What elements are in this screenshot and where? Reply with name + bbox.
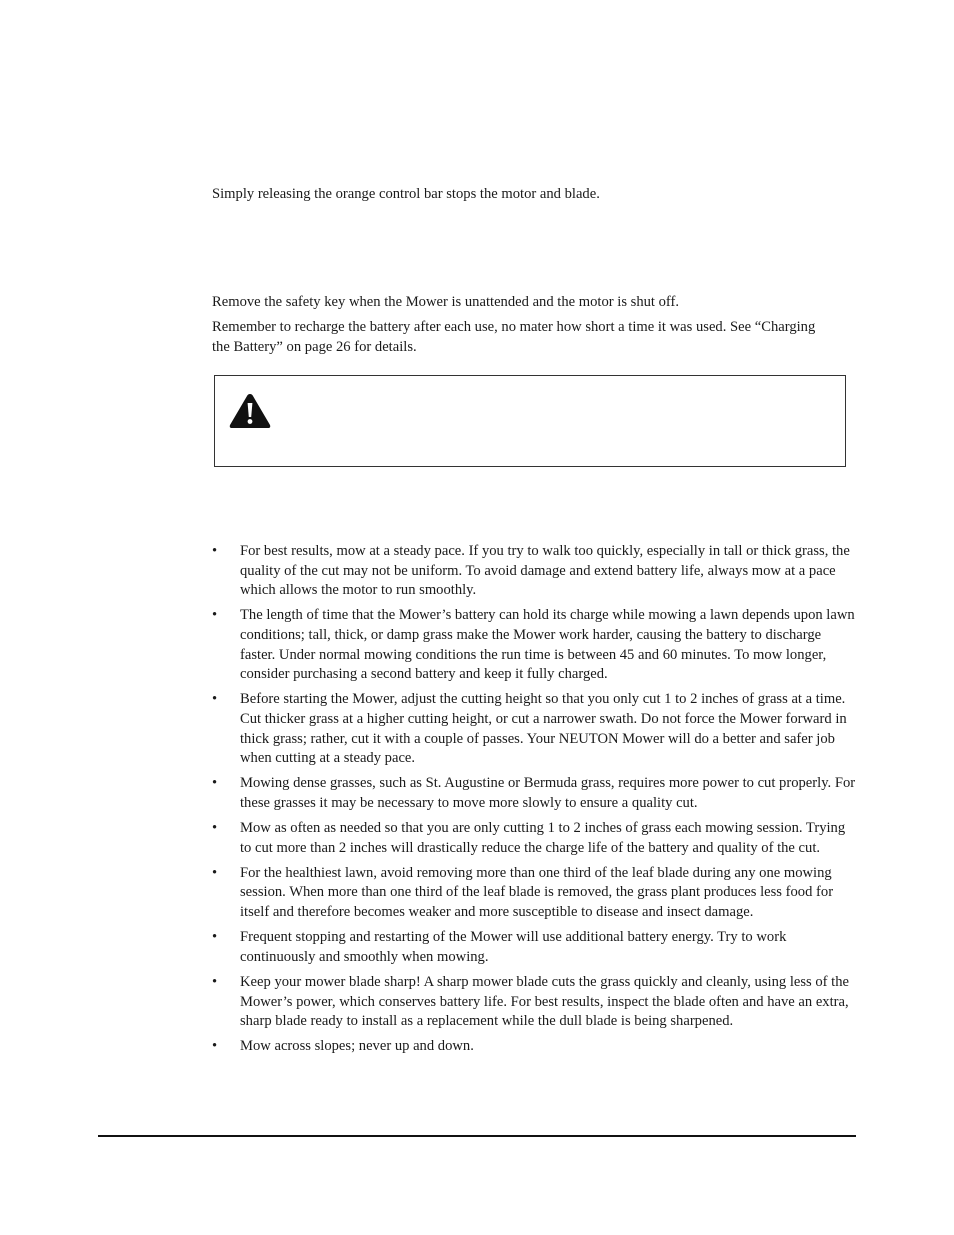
list-item xyxy=(212,864,856,923)
paragraph-stop-motor: Simply releasing the orange control bar stops the motor and blade. xyxy=(212,186,600,202)
tip-text: Mowing dense grasses, such as St. Augustine or Bermuda grass, requires more power to cut properly. For these grasses it may be necessary to move more slowly to ensure a quality cut. xyxy=(240,775,856,811)
list-item xyxy=(212,819,856,858)
bullet: • xyxy=(212,820,218,837)
bullet: • xyxy=(212,543,218,559)
footer-rule xyxy=(98,1135,856,1137)
paragraph-recharge: Remember to recharge the battery after each use, no mater how short a time it was used. See “Charging the Battery” on page 26 for details. xyxy=(212,319,816,355)
tip-text: Keep your mower blade sharp! A sharp mower blade cuts the grass quickly and cleanly, using less of the Mower’s power, which conserves battery life. For best results, inspect the blade often and have an extra, sharp blade ready to install as a replacement while the dull blade is being sharpened. xyxy=(240,974,849,1030)
tip-text: Mow as often as needed so that you are only cutting 1 to 2 inches of grass each mowing session. Trying to cut more than 2 inches will drastically reduce the charge life of the battery and quality of the cut. xyxy=(240,820,846,856)
paragraph-safety-key: Remove the safety key when the Mower is unattended and the motor is shut off. xyxy=(212,294,680,310)
list-item xyxy=(212,973,856,1032)
tip-text: Frequent stopping and restarting of the Mower will use additional battery energy. Try to work continuously and smoothly when mowing. xyxy=(240,929,787,965)
warning-box xyxy=(214,375,846,467)
bullet: • xyxy=(212,775,218,792)
list-item xyxy=(212,928,856,967)
warning-triangle-icon xyxy=(228,392,272,430)
tip-text: For the healthiest lawn, avoid removing more than one third of the leaf blade during any one mowing session. When more than one third of the leaf blade is removed, the grass plant produces less food for itself and therefore becomes weaker and more susceptible to disease and insect damage. xyxy=(240,864,834,921)
bullet: • xyxy=(212,1038,218,1055)
bullet: • xyxy=(212,974,218,991)
list-item xyxy=(212,774,856,813)
tip-text: For best results, mow at a steady pace. If you try to walk too quickly, especially in tall or thick grass, the quality of the cut may not be uniform. To avoid damage and extend battery life, always mow at a pace which allows the motor to run smoothly. xyxy=(240,543,850,599)
bullet: • xyxy=(212,607,218,624)
list-item xyxy=(212,690,856,768)
tip-text: Before starting the Mower, adjust the cutting height so that you only cut 1 to 2 inches of grass at a time. Cut thicker grass at a higher cutting height, or cut a narrower swath. Do not force the Mower forward in thick grass; rather, cut it with a couple of passes. Your NEUTON Mower will do a better and safer job when cutting at a steady pace. xyxy=(240,691,847,767)
list-item xyxy=(212,606,856,684)
bullet: • xyxy=(212,929,218,946)
list-item xyxy=(212,542,856,601)
mowing-tips-list xyxy=(212,542,856,1063)
bullet: • xyxy=(212,691,218,708)
bullet: • xyxy=(212,864,218,881)
list-item xyxy=(212,1037,856,1057)
tip-text: The length of time that the Mower’s battery can hold its charge while mowing a lawn depends upon lawn conditions; tall, thick, or damp grass make the Mower work harder, causing the battery to discharge faster. Under normal mowing conditions the run time is between 45 and 60 minutes. To mow longer, consider purchasing a second battery and keep it fully charged. xyxy=(240,607,855,683)
tip-text: Mow across slopes; never up and down. xyxy=(240,1038,474,1055)
